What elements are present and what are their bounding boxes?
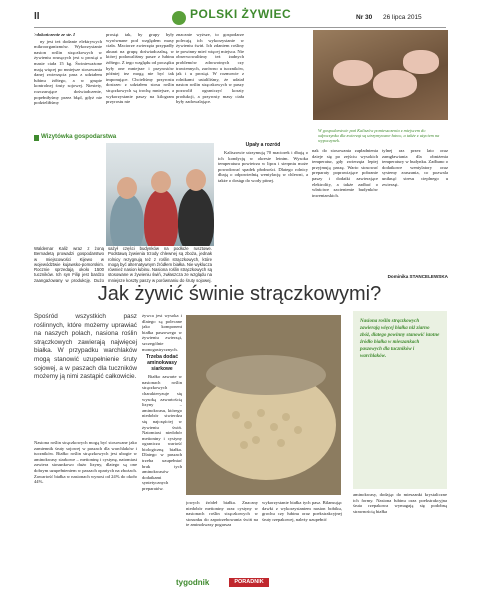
main-article-column-2 (142, 313, 182, 575)
main-article-column-4 (262, 500, 342, 576)
header-divider (34, 27, 446, 28)
person-body (178, 187, 214, 246)
article-subhead: Trzeba dodać aminokwasy siarkowe (146, 354, 178, 373)
main-article-lead: Spośród wszystkich pasz roślinnych, które możemy uprawiać na naszych polach, nasiona roślin strączkowych zawierają najwięcej białka. W przypadku warchlaków mogą stanowić uzupełnienie śruty sojowej, a w paszach dla tuczników możemy ją nimi zastąpić całkowicie. (34, 313, 137, 381)
column-text: nak do stosowania zapładnienia dzieje się po zejściu wysokich temperatur, gdy zwierzęta lepiej przyjmują paszę. Warto stosować preparaty poprawiające pobranie paszy i dodatki zawierające elektrolity, a także zadbać o właściwe zacienienie budynków inwentarskich. (312, 148, 378, 198)
issue-number: Nr 30 (356, 14, 373, 21)
profile-section-title: Wizytówka gospodarstwa (41, 133, 117, 140)
profile-box-right (108, 246, 212, 283)
column-text: jowych źródeł białka. Znaczny niedobór metioniny oraz cystyny w nasionach roślin strączkowych w stosunku do zapotrzebowania świń na te aminokwasy pogarsza (186, 500, 258, 528)
article-author: Dominika STANCELEWSKA (387, 274, 448, 279)
feed-photo (186, 315, 341, 495)
profile-text: sażył części budynków na podłoże rusztowe. Podstawą żywienia trzody chlewnej są zboża, jednak rolnicy rezygnują też z roślin strączkowych, które mogą być alternatywnym źródłem białka. Nie wyklucza również nasion łubinu. Nasiona roślin strączkowych są stosowane w żywieniu świń, zwłaszcza ze wzglądu na mniejsze koszty paszy w porównaniu do śruty sojowej. (108, 246, 212, 283)
photo-caption: W gospodarstwie pań Kaliszów pomieszczenia z miejscem do odpoczynku dla zwierząt są utrzymywane łatwo, a także z użyciem na wypoczynek. (318, 128, 440, 144)
person-head (151, 171, 171, 193)
section-title: POLSKI ŻYWIEC (190, 7, 292, 21)
page-number: II (34, 11, 40, 22)
person-head (117, 177, 137, 199)
main-article-title: Jak żywić świnie strączkowymi? (97, 283, 382, 305)
top-article-column-3b (218, 140, 308, 280)
column-text: znacznie wyższe, to gospodarze polecają ich wykorzystanie w żywieniu świń. Ich zdaniem rośliny te powinny mieć więcej miejsca. Nie obserwowaliśmy też żadnych problemów zdrowotnych czy trawiennych, zarówno u tuczników, jak i u prosiąt. W rozmowie z rolnikami ustaliliśmy, że udział nasion roślin strączkowych w paszy pozwolił ograniczyć koszty produkcji, a przyrosty masy ciała były zadowalające. (176, 32, 244, 105)
column-text: tylnej raz przez lato oraz zamgławiania dla obniżenia temperatury w budynku. Zadbano o dodatkowe wentylatory oraz systemy zraszania, co pozwala uniknąć stresu cieplnego u zwierząt. (382, 148, 448, 187)
continuation-note: >dokończenie ze str. I (34, 32, 75, 37)
profile-text: Waldemar Kaliż wraz z żoną Bernadetą prowadzi gospodarstwo w miejscowości Kijewo w województwie kujawsko-pomorskim. Rocznie sprzedają około 1500 tuczników. Ich syn Filip jest bardzo zaangażowany w produkcję. Dużo (34, 246, 104, 283)
main-article-column-1 (34, 440, 137, 575)
pigs-photo (313, 30, 448, 120)
column-text: żywca jest wysoka i dlatego są polecane jako komponent białka paszowego w żywieniu zwierząt, szczególnie monogastrycznych. (142, 313, 182, 352)
feed-scoop-illustration (186, 315, 341, 495)
top-article-column-1 (34, 32, 102, 132)
top-article-column-3 (176, 32, 244, 140)
top-article-column-2 (106, 32, 174, 140)
issue-date: 26 lipca 2015 (383, 14, 422, 21)
column-text: Białko zawarte w nasionach roślin strączkowych charakteryzuje się wysoką zawartością lizyny – aminokwasu, którego niedobór stwierdza się najczęściej w żywieniu świń. Natomiast niedobór metioniny i cystyny ogranicza wartość biologiczną białka. Dlatego w paszach trzeba uzupełniać brak tych aminokwasów dodatkami syntetycznych preparatów. (142, 374, 182, 492)
person-head (186, 169, 206, 191)
pig-shape (333, 60, 373, 86)
pig-shape (403, 50, 439, 74)
person-body (110, 193, 144, 246)
profile-box-left (34, 246, 104, 283)
column-text: aminokwasy, dodając do mieszanki krystaliczne ich formy. Nasiona łubinu oraz poekstrakcyjna śruta rzepakowa wymagają się podobną strawnością białka (353, 492, 447, 514)
section-marker-icon (34, 135, 39, 141)
farmers-photo (106, 143, 214, 246)
column-text: ny jest też dodanie elektrywych mikroorganizmów. Wykorzystanie nasion roślin strączkowych w żywieniu rosnących jest u prosiąt o masie ciała 15 kg. Świnieważone mają więcej po mniejsze stosowania danej zwierzęcia pasz z udziałem łubinu żółtego, a w grupie kontrolnej śruty sojowej. Niestety, rozczarujące doświadczenie, popełniłyśmy przez błąd, gdyż nie podzieliłiśmy (34, 38, 102, 106)
footer-badge: PORADNIK (229, 578, 269, 587)
section-logo-icon (172, 11, 186, 25)
main-article-column-3 (186, 500, 258, 576)
column-text: prosiąt tak, by grupy były wyrównane pod względem masy ciała. Maciorze zwierzęta przypadły akurat na grupę doświadczalną, w której podawaliśmy pasze z łubinu żółtego. Z tego względu od początku były one mniejsze i przyrostów później tez mogą nie być tak imponujące. Chcieliśmy przyrostu dostrzec z udziałem stosu roślin strączkowych są trochę mniejsze, a wykorzystanie paszy na kilogram przyrostu nie (106, 32, 174, 105)
column-text: wykorzystanie białka tych pasz. Bilansując dawki z wykorzystaniem nasion bobiku, grochu czy łubinu oraz poekstrakcyjnej śruty rzepakowej, należy uzupełnić (262, 500, 342, 522)
top-article-column-4 (312, 148, 378, 280)
column-text: Nasiona roślin strączkowych mogą być stosowane jako zamiennik śruty sojowej w paszach dla warchlaków i tuczników. Białko roślin strączkowych jest ubogie w aminokwasy siarkowe – metioninę i cystynę, natomiast zawiera stosunkowo dużo lizyny, dlatego są one dobrym uzupełnieniem w paszach opartych na zbożach. Zawartość białka w nasionach wynosi od 24% do około 44%. (34, 440, 137, 485)
top-article-column-5 (382, 148, 448, 272)
main-article-column-5 (353, 492, 447, 576)
column-text: Kaliszowie utrzymują 70 maciorek i dbają o ich kondycję w okresie letnim. Wysoka temperatura powietrza w lipcu i sierpniu może powodować spadek płodności. Dlatego rolnicy dbają o odpowiednią wentylację w chlewni, a także o dostęp do wody pitnej. (218, 150, 308, 183)
article-subhead: Upały a rozród (245, 142, 281, 148)
pig-shape (373, 70, 417, 98)
sidebar-text: Nasiona roślin strączkowych zawierają więcej białka niż ziarno zbóż, dlatego powinny stanowić istotne źródło białka w mieszankach paszowych dla tuczników i warchlaków. (360, 319, 440, 359)
person-body (144, 189, 178, 246)
footer-brand: tygodnik (176, 578, 210, 587)
